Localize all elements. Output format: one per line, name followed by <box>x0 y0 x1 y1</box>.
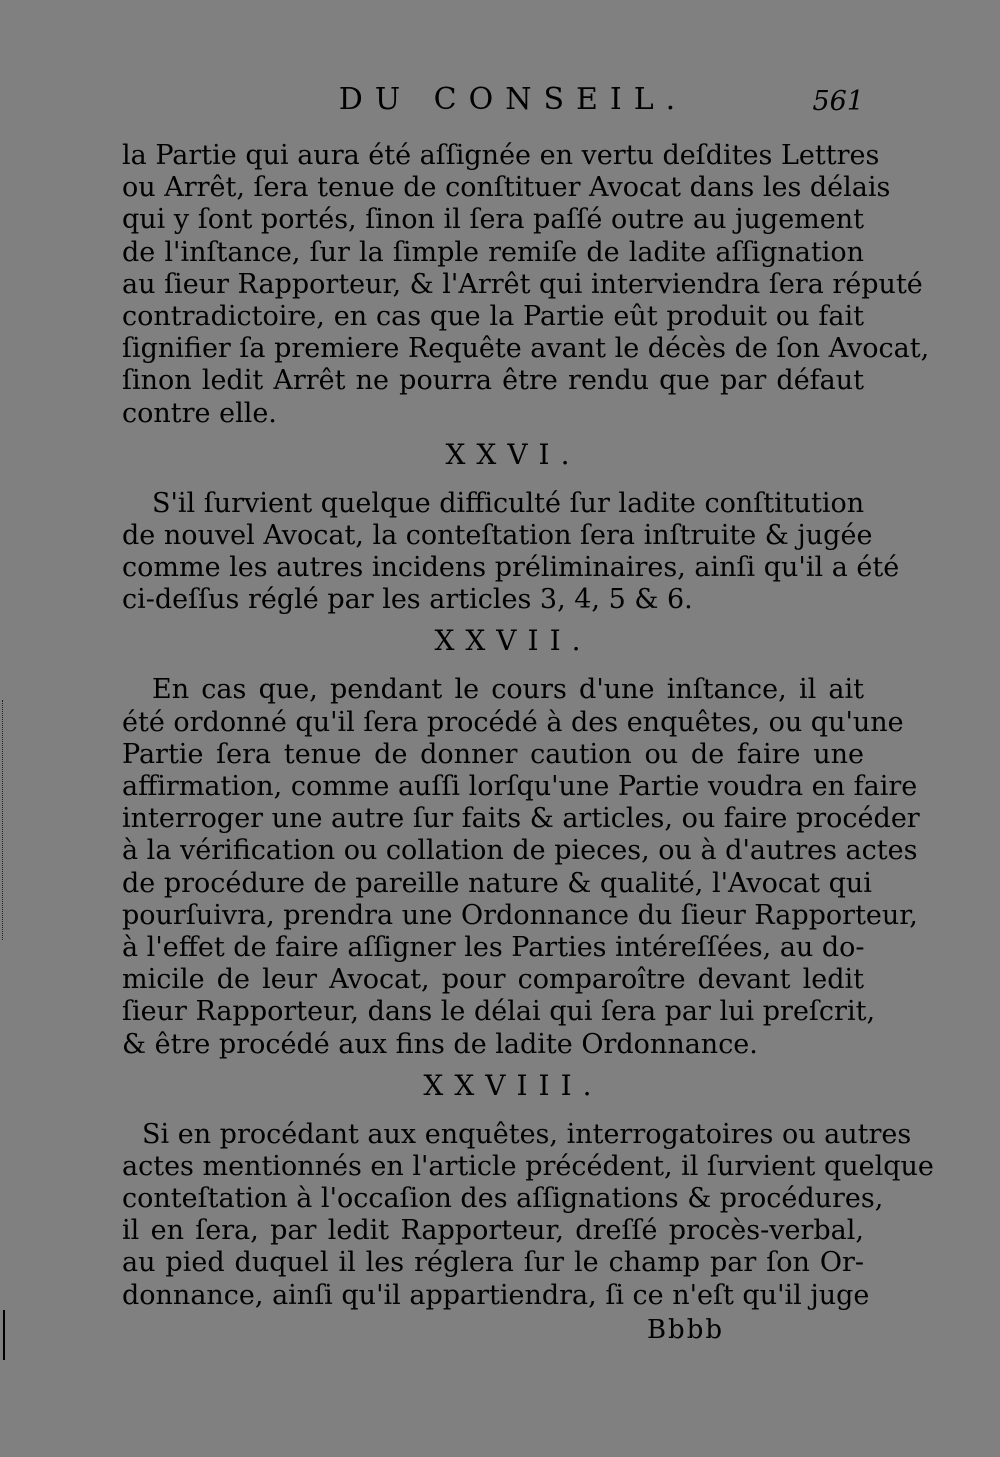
text-line: au pied duquel il les réglera ſur le champ par ſon Or- <box>122 1247 864 1279</box>
text-line: ſieur Rapporteur, dans le délai qui ſera par lui preſcrit, <box>122 996 876 1028</box>
text-line: à la vérification ou collation de pieces, ou à d'autres actes <box>122 835 918 867</box>
article-heading-26: XXVI. <box>445 437 581 471</box>
text-line: Si en procédant aux enquêtes, interrogatoires ou autres <box>142 1118 912 1150</box>
text-line: interroger une autre ſur faits & articles, ou faire procéder <box>122 803 920 835</box>
text-line: ci-deſſus réglé par les articles 3, 4, 5 & 6. <box>122 584 693 616</box>
text-line: & être procédé aux fins de ladite Ordonnance. <box>122 1028 758 1060</box>
paragraph-article-26 <box>122 487 900 617</box>
text-line: au ſieur Rapporteur, & l'Arrêt qui interviendra ſera réputé <box>122 268 923 300</box>
paragraph-article-25 <box>122 140 930 430</box>
page-header <box>122 82 864 126</box>
text-line: contradictoire, en cas que la Partie eût produit ou fait <box>122 300 864 332</box>
text-line: été ordonné qu'il ſera procédé à des enquêtes, ou qu'une <box>122 706 904 738</box>
text-line: ſinon ledit Arrêt ne pourra être rendu que par défaut <box>122 365 864 397</box>
text-line: Partie ſera tenue de donner caution ou de faire une <box>122 738 864 770</box>
text-line: de nouvel Avocat, la conteſtation ſera inſtruite & jugée <box>122 519 873 551</box>
text-line: ou Arrêt, ſera tenue de conſtituer Avocat dans les délais <box>122 172 891 204</box>
binding-edge <box>2 700 5 940</box>
paragraph-article-28 <box>122 1118 934 1312</box>
text-line: à l'effet de faire aſſigner les Parties intéreſſées, au do- <box>122 931 865 963</box>
article-heading-28: XXVIII. <box>423 1068 603 1102</box>
text-line: conteſtation à l'occaſion des aſſignations & procédures, <box>122 1183 884 1215</box>
running-title: DU CONSEIL. <box>338 82 688 117</box>
text-line: pourſuivra, prendra une Ordonnance du ſieur Rapporteur, <box>122 899 918 931</box>
text-line: S'il ſurvient quelque difficulté ſur ladite conſtitution <box>152 487 865 519</box>
paragraph-article-27 <box>122 674 920 1060</box>
signature-mark: Bbbb <box>646 1314 724 1345</box>
text-line: il en ſera, par ledit Rapporteur, dreſſé procès-verbal, <box>122 1215 864 1247</box>
text-line: donnance, ainſi qu'il appartiendra, ſi ce n'eſt qu'il juge <box>122 1279 870 1311</box>
page-number: 561 <box>812 86 864 117</box>
text-line: affirmation, comme auſſi lorſqu'une Partie voudra en faire <box>122 771 918 802</box>
text-line: ſignifier ſa premiere Requête avant le décès de ſon Avocat, <box>122 333 930 365</box>
text-line: contre elle. <box>122 397 277 429</box>
text-line: actes mentionnés en l'article précédent, il ſurvient quelque <box>122 1150 934 1182</box>
text-line: la Partie qui aura été aſſignée en vertu deſdites Lettres <box>122 140 880 171</box>
text-line: comme les autres incidens préliminaires, ainſi qu'il a été <box>122 552 900 584</box>
text-line: micile de leur Avocat, pour comparoître devant ledit <box>122 964 864 996</box>
text-line: qui y ſont portés, ſinon il ſera paſſé outre au jugement <box>122 204 864 236</box>
text-line: En cas que, pendant le cours d'une inſtance, il ait <box>152 674 864 706</box>
article-heading-27: XXVII. <box>434 624 592 658</box>
body-text <box>122 140 934 1348</box>
text-line: de l'inſtance, ſur la ſimple remiſe de ladite aſſignation <box>122 236 864 268</box>
text-line: de procédure de pareille nature & qualité, l'Avocat qui <box>122 867 872 899</box>
margin-mark <box>3 1310 5 1360</box>
